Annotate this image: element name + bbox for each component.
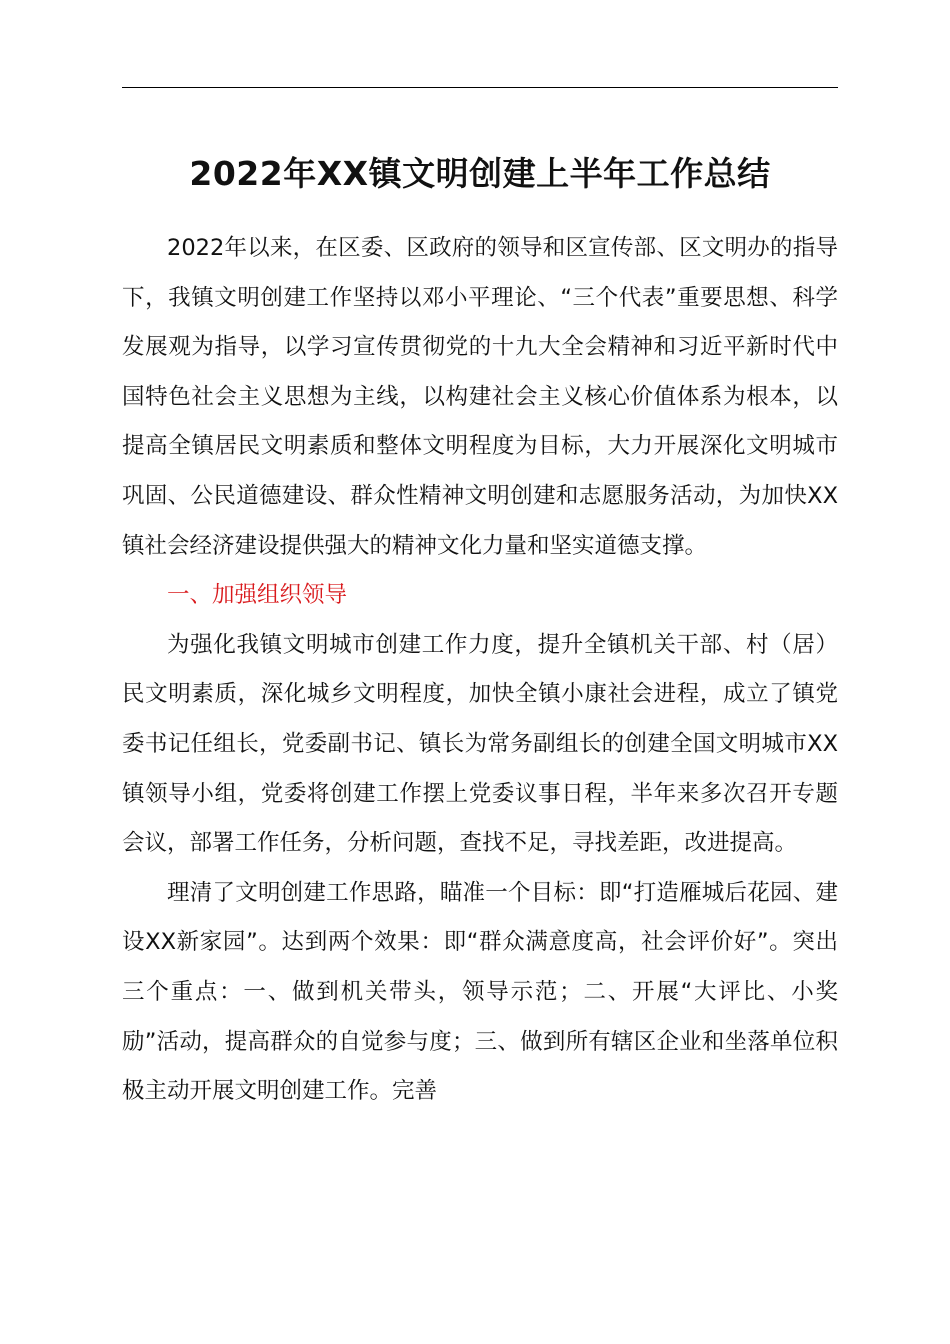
document-title: 2022年XX镇文明创建上半年工作总结 [189,154,771,193]
header-rule [122,87,838,88]
intro-paragraph: 2022年以来，在区委、区政府的领导和区宣传部、区文明办的指导下，我镇文明创建工作坚持以邓小平理论、“三个代表”重要思想、科学发展观为指导，以学习宣传贯彻党的十九大全会精神和习近平新时代中国特色社会主义思想为主线，以构建社会主义核心价值体系为根本，以提高全镇居民文明素质和整体文明程度为目标，大力开展深化文明城市巩固、公民道德建设、群众性精神文明创建和志愿服务活动，为加快XX镇社会经济建设提供强大的精神文化力量和坚实道德支撑。 [122,235,838,559]
organization-paragraph: 为强化我镇文明城市创建工作力度，提升全镇机关干部、村（居）民文明素质，深化城乡文明程度，加快全镇小康社会进程，成立了镇党委书记任组长，党委副书记、镇长为常务副组长的创建全国文明城市XX镇领导小组，党委将创建工作摆上党委议事日程，半年来多次召开专题会议，部署工作任务，分析问题，查找不足，寻找差距，改进提高。 [122,631,838,857]
document-body [122,224,838,1117]
approach-paragraph: 理清了文明创建工作思路，瞄准一个目标：即“打造雁城后花园、建设XX新家园”。达到两个效果：即“群众满意度高，社会评价好”。突出三个重点：一、做到机关带头，领导示范；二、开展“大评比、小奖励”活动，提高群众的自觉参与度；三、做到所有辖区企业和坐落单位积极主动开展文明创建工作。完善 [122,879,838,1105]
section-heading: 一、加强组织领导 [167,582,348,609]
